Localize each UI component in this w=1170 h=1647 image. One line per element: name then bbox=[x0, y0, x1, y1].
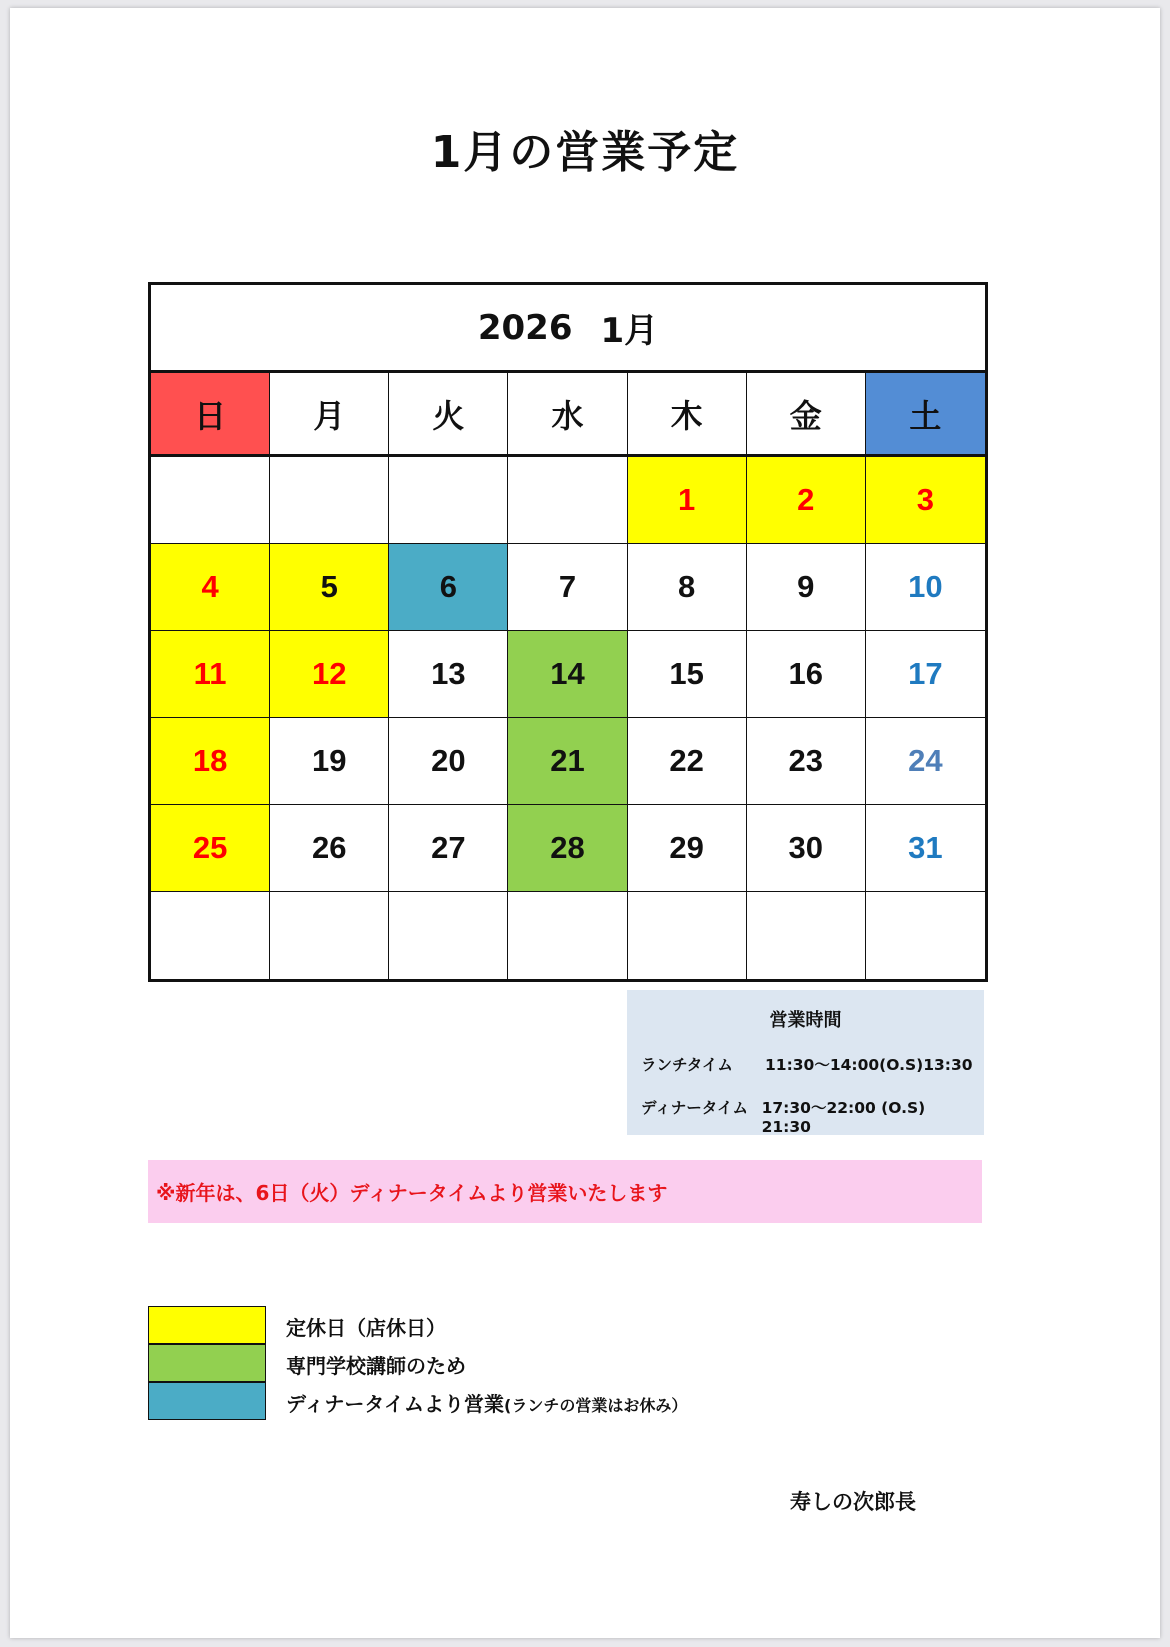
calendar-day-cell: 29 bbox=[628, 805, 747, 892]
hours-label: ランチタイム bbox=[641, 1056, 733, 1074]
calendar-day-cell bbox=[270, 892, 389, 979]
calendar-day-cell bbox=[747, 892, 866, 979]
calendar-day-cell: 12 bbox=[270, 631, 389, 718]
calendar-day-cell: 18 bbox=[151, 718, 270, 805]
weekday-header: 水 bbox=[508, 373, 627, 457]
weekday-header: 木 bbox=[628, 373, 747, 457]
calendar-grid bbox=[151, 373, 985, 979]
page-title: 1月の営業予定 bbox=[430, 127, 740, 178]
weekday-header: 金 bbox=[747, 373, 866, 457]
legend-item bbox=[148, 1344, 848, 1382]
calendar-day-cell: 28 bbox=[508, 805, 627, 892]
calendar-day-cell: 9 bbox=[747, 544, 866, 631]
calendar-day-cell: 13 bbox=[389, 631, 508, 718]
calendar-day-cell: 8 bbox=[628, 544, 747, 631]
signature: 寿しの次郎長 bbox=[790, 1490, 916, 1514]
legend-swatch bbox=[148, 1306, 266, 1344]
calendar-day-cell bbox=[389, 457, 508, 544]
calendar-month: 1月 bbox=[600, 311, 659, 351]
calendar-day-cell: 15 bbox=[628, 631, 747, 718]
calendar-day-cell: 31 bbox=[866, 805, 985, 892]
lunch-hours-row bbox=[641, 1053, 974, 1075]
calendar-day-cell: 26 bbox=[270, 805, 389, 892]
calendar-day-cell: 23 bbox=[747, 718, 866, 805]
calendar-day-cell: 24 bbox=[866, 718, 985, 805]
legend-swatch bbox=[148, 1382, 266, 1420]
calendar-day-cell: 14 bbox=[508, 631, 627, 718]
calendar-year: 2026 bbox=[477, 307, 573, 348]
calendar-day-cell: 21 bbox=[508, 718, 627, 805]
calendar-day-cell bbox=[866, 892, 985, 979]
calendar-day-cell bbox=[151, 892, 270, 979]
calendar-day-cell: 6 bbox=[389, 544, 508, 631]
legend-text: 定休日（店休日） bbox=[286, 1316, 446, 1340]
calendar bbox=[148, 282, 988, 982]
calendar-day-cell: 11 bbox=[151, 631, 270, 718]
legend-text: ディナータイムより営業(ランチの営業はお休み） bbox=[286, 1392, 688, 1416]
business-hours-title: 営業時間 bbox=[769, 1010, 842, 1031]
calendar-day-cell: 19 bbox=[270, 718, 389, 805]
hours-label: ディナータイム bbox=[641, 1099, 748, 1117]
weekday-header: 土 bbox=[866, 373, 985, 457]
calendar-day-cell bbox=[151, 457, 270, 544]
calendar-header bbox=[151, 285, 985, 373]
calendar-day-cell: 17 bbox=[866, 631, 985, 718]
legend-text: 専門学校講師のため bbox=[286, 1354, 466, 1378]
dinner-hours-row bbox=[641, 1096, 974, 1136]
hours-time: 17:30～22:00 (O.S) 21:30 bbox=[761, 1099, 926, 1136]
calendar-day-cell bbox=[389, 892, 508, 979]
document-page bbox=[10, 8, 1160, 1638]
calendar-day-cell: 3 bbox=[866, 457, 985, 544]
calendar-day-cell bbox=[628, 892, 747, 979]
weekday-header: 月 bbox=[270, 373, 389, 457]
calendar-day-cell: 10 bbox=[866, 544, 985, 631]
calendar-day-cell bbox=[508, 457, 627, 544]
calendar-day-cell: 30 bbox=[747, 805, 866, 892]
legend-item bbox=[148, 1382, 848, 1420]
calendar-day-cell: 2 bbox=[747, 457, 866, 544]
weekday-header: 日 bbox=[151, 373, 270, 457]
calendar-day-cell: 20 bbox=[389, 718, 508, 805]
calendar-day-cell: 1 bbox=[628, 457, 747, 544]
new-year-notice: ※新年は、6日（火）ディナータイムより営業いたします bbox=[148, 1160, 982, 1223]
hours-time: 11:30～14:00(O.S)13:30 bbox=[765, 1056, 973, 1074]
business-hours-box bbox=[627, 990, 984, 1135]
calendar-day-cell bbox=[270, 457, 389, 544]
calendar-day-cell: 25 bbox=[151, 805, 270, 892]
calendar-day-cell: 16 bbox=[747, 631, 866, 718]
weekday-header: 火 bbox=[389, 373, 508, 457]
calendar-day-cell: 5 bbox=[270, 544, 389, 631]
legend-note: (ランチの営業はお休み） bbox=[504, 1396, 688, 1415]
calendar-day-cell: 27 bbox=[389, 805, 508, 892]
legend-item bbox=[148, 1306, 848, 1344]
calendar-day-cell bbox=[508, 892, 627, 979]
calendar-day-cell: 4 bbox=[151, 544, 270, 631]
legend-swatch bbox=[148, 1344, 266, 1382]
calendar-day-cell: 7 bbox=[508, 544, 627, 631]
calendar-day-cell: 22 bbox=[628, 718, 747, 805]
